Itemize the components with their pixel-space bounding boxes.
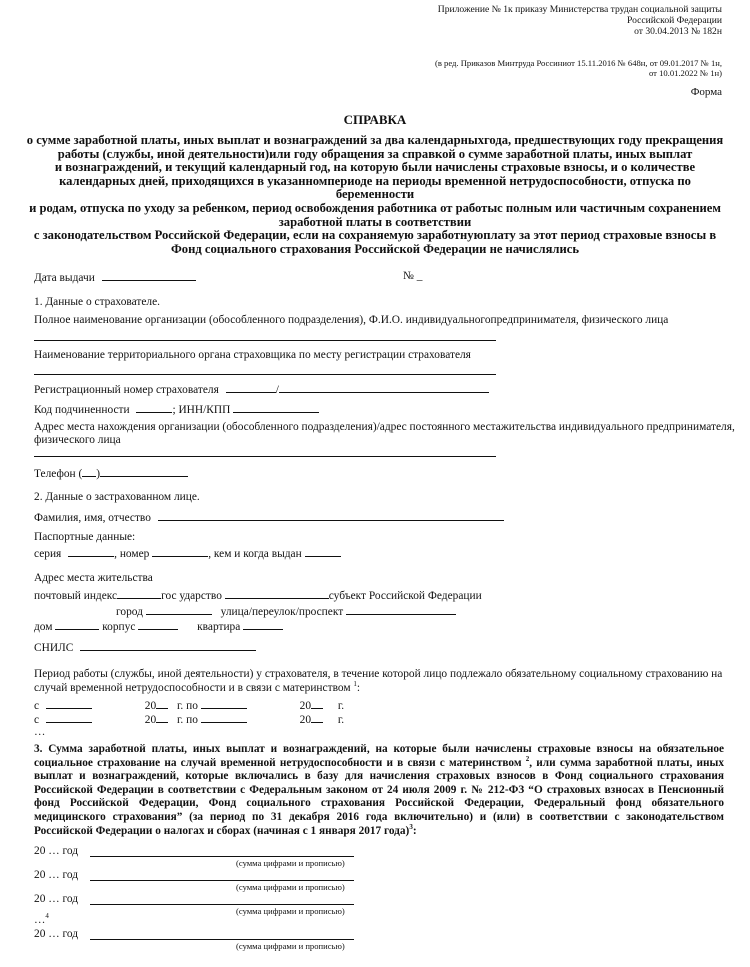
edition-line: от 10.01.2022 № 1н) [648,68,722,78]
title-line: работы (службы, иной деятельности)или году обращения за справкой о сумме заработной платы, иных выплат [57,146,693,161]
passport-number-field[interactable] [152,546,208,557]
document-title [20,134,730,256]
subordination-code-field[interactable] [136,402,172,413]
amount-field[interactable] [90,939,354,940]
period-year-prefix: 20 [144,714,157,726]
org-name-label: Полное наименование организации (обособленного подразделения), Ф.И.О. индивидуальногопредпринимателя, физического лица [34,314,669,326]
building-field[interactable] [138,619,178,630]
appendix-line: Приложение № 1к приказу Министерства трудан социальной защиты [437,4,722,15]
period-row [34,712,344,727]
section3-paragraph [34,743,724,838]
title-line: Фонд социального страхования Российской Федерации не начислялись [170,241,580,256]
amount-caption: (сумма цифрами и прописью) [236,941,345,951]
apartment-field[interactable] [243,619,283,630]
snils-label: СНИЛС [34,642,74,654]
period-year-end-label: г. [337,700,345,712]
city-field[interactable] [146,604,212,615]
period-year-prefix: 20 [144,700,157,712]
passport-row [34,546,341,561]
appendix-line: Российской Федерации [627,15,722,26]
fio-row [34,510,504,525]
address-label-line1: Адрес места нахождения организации (обособленного подразделения)/адрес постоянного местажительства индивидуального предпринимателя, [34,421,735,433]
form-label: Форма [690,86,722,98]
section3-text: 3. Сумма заработной платы, иных выплат и вознаграждений, на которые были начислены страховые взносы на обязательное социальное страхование на случай временной нетрудоспособности и в связи с материнством [34,743,724,769]
phone-number-field[interactable] [100,466,188,477]
issue-number-label: № _ [403,270,423,282]
fio-field[interactable] [158,510,504,521]
amount-field[interactable] [90,904,354,905]
reg-number-row: Регистрационный номер страхователя / [34,382,489,397]
title-line: беременности [335,187,415,202]
period-to-field[interactable] [201,712,247,723]
period-row [34,698,344,713]
phone-code-field[interactable] [82,466,96,477]
year-label: 20 … год [34,869,79,881]
period-text-line2: случай временной нетрудоспособности и в связи с материнством [34,682,351,694]
title-line: о сумме заработной платы, иных выплат и вознаграждений за два календарныхгода, предшествующих году прекращения [26,133,724,147]
building-label: корпус [102,621,136,633]
amount-field[interactable] [90,880,354,881]
period-ellipsis: … [34,726,46,738]
phone-label: Телефон ( [34,468,83,480]
org-name-field[interactable] [34,340,496,341]
state-label: гос ударство [161,590,222,602]
edition-line: (в ред. Приказов Минтруда Россиниот 15.11.2016 № 648н, от 09.01.2017 № 1н, [434,58,722,68]
period-year-end-label: г. [337,714,345,726]
footnote-dots-row [34,914,49,927]
year-label: 20 … год [34,928,79,940]
house-field[interactable] [55,619,99,630]
period-year-end-field[interactable] [311,698,323,709]
footnote-dots: … [34,914,46,926]
period-year-field[interactable] [156,712,168,723]
period-year-prefix: 20 [299,714,312,726]
issued-label: , кем и когда выдан [208,548,302,560]
period-to-label: г. по [177,714,198,726]
street-field[interactable] [346,604,456,615]
residence-label: Адрес места жительства [34,572,153,584]
footnote-mark: 2 [525,754,530,763]
document-heading: СПРАВКА [343,112,407,127]
passport-number-label: , номер [114,548,150,560]
year-label: 20 … год [34,845,79,857]
postal-index-label: почтовый индекс [34,590,118,602]
address-row-2 [116,604,456,619]
apartment-label: квартира [197,621,241,633]
period-text-line1: Период работы (службы, иной деятельности) у страхователя, в течение которой лицо подлежало обязательному социальному страхованию на [34,668,723,680]
period-text-line2-row: случай временной нетрудоспособности и в связи с материнством $^1$: [34,680,361,694]
snils-field[interactable] [80,640,256,651]
amount-caption: (сумма цифрами и прописью) [236,882,345,892]
footnote-mark: 1 [353,680,357,689]
title-line: и вознаграждений, и текущий календарный год, на которую были начислены страховые взносы, и о количестве [54,160,696,175]
period-to-field[interactable] [201,698,247,709]
postal-index-field[interactable] [117,588,161,599]
section3-text: , или сумма заработной платы, иных выплат и вознаграждений, которые включались в базу для начисления страховых взносов в Фонд социального страхования Российской Федерации в соответствии с Федеральным законом от 24 июля 2009 г. № 212-ФЗ “О страховых взносах в Пенсионный фонд Российской Федерации, Фонд социального страхования Российской Федерации, Федеральный фонд обязательного медицинского страхования” (за период по 31 декабря 2016 года включительно) и (или) в соответствии с законодательством Российской Федерации о налогах и сборах (начиная с 1 января 2017 года) [34,756,724,837]
appendix-reference [438,4,722,37]
period-year-prefix: 20 [299,700,312,712]
inn-kpp-field[interactable] [233,402,319,413]
address-row-3 [34,619,283,634]
appendix-line: от 30.04.2013 № 182н [634,26,722,37]
period-to-label: г. по [177,700,198,712]
territorial-body-field[interactable] [34,374,496,375]
issue-date-label: Дата выдачи [34,272,95,284]
period-year-field[interactable] [156,698,168,709]
city-label: город [116,606,143,618]
org-address-field[interactable] [34,456,496,457]
street-label: улица/переулок/проспект [220,606,344,618]
period-from-label: с [34,700,40,712]
series-field[interactable] [68,546,114,557]
section3-text: : [412,824,417,837]
footnote-mark: 3 [409,822,413,831]
footnote-mark: 4 [45,912,49,921]
edition-reference [435,58,722,78]
issued-field[interactable] [305,546,341,557]
period-from-field[interactable] [46,698,92,709]
period-year-end-field[interactable] [311,712,323,723]
passport-label: Паспортные данные: [34,531,136,543]
section2-heading: 2. Данные о застрахованном лице. [34,491,200,503]
reg-number-label: Регистрационный номер страхователя [34,384,219,396]
amount-caption: (сумма цифрами и прописью) [236,906,345,916]
phone-close: ) [96,468,101,480]
title-line: календарных дней, приходящихся в указанномпериоде на периоды временной нетрудоспособности, отпуска по [59,173,691,188]
phone-row [34,466,188,481]
title-line: и родам, отпуска по уходу за ребенком, период освобождения работника от работыс полным или частичным сохранением [29,200,721,215]
title-line: заработной платы в соответствии [278,214,472,229]
issue-date-row [34,270,196,285]
section1-heading: 1. Данные о страхователе. [34,296,160,308]
subordination-code-label: Код подчиненности [34,404,130,416]
amount-caption: (сумма цифрами и прописью) [236,858,345,868]
title-line: с законодательством Российской Федерации, если на сохраняемую заработнуюплату за этот период страховые взносы в [33,228,717,243]
address-label-line2: физического лица [34,434,121,446]
state-field[interactable] [225,588,329,599]
period-from-field[interactable] [46,712,92,723]
territorial-body-label: Наименование территориального органа страховщика по месту регистрации страхователя [34,349,471,361]
fio-label: Фамилия, имя, отчество [34,512,151,524]
house-label: дом [34,621,53,633]
period-from-label: с [34,714,40,726]
subject-label: субъект Российской Федерации [328,590,482,602]
snils-row [34,640,256,655]
reg-number-field-part2[interactable] [279,382,489,393]
reg-number-field-part1[interactable] [226,382,276,393]
subordination-row [34,402,319,417]
issue-date-field[interactable] [102,270,196,281]
series-label: серия [34,548,62,560]
inn-kpp-label: ; ИНН/КПП [172,404,231,416]
amount-field[interactable] [90,856,354,857]
address-row-1 [34,588,482,603]
year-label: 20 … год [34,893,79,905]
